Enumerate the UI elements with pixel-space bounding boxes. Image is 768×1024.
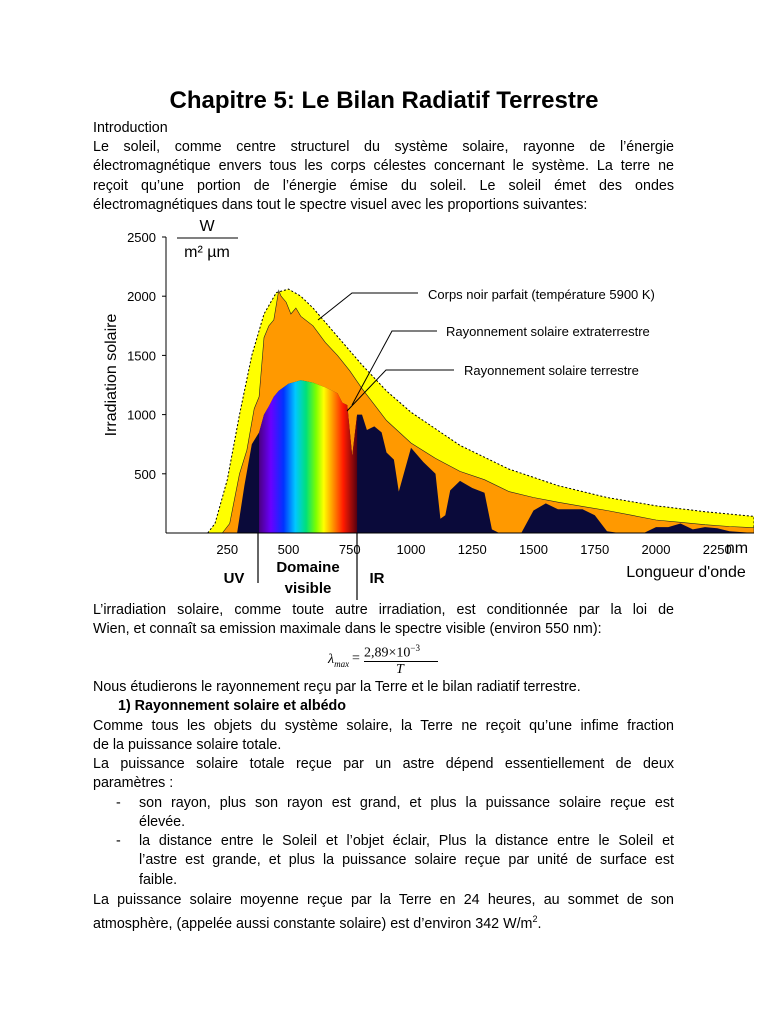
- wien-formula: [328, 640, 468, 680]
- formula-numerator: $2,89\times 10^{-3}$: [364, 643, 420, 661]
- bullet-line: l’astre est grande, et plus la puissance solaire reçue par unité de surface est: [139, 852, 674, 868]
- legend-label-terrestrial: Rayonnement solaire terrestre: [464, 363, 639, 378]
- intro-line: électromagnétiques dans tout le spectre visuel avec les proportions suivantes:: [93, 197, 588, 213]
- callout-line-blackbody: [318, 293, 418, 320]
- study-line: Nous étudierons le rayonnement reçu par la Terre et le bilan radiatif terrestre.: [93, 679, 581, 695]
- x-unit-label: nm: [725, 540, 749, 557]
- intro-line: Le soleil, comme centre structurel du système solaire, rayonne de l’énergie: [93, 139, 674, 155]
- bullet-dash: -: [116, 833, 121, 849]
- visible-spectrum-band: [259, 380, 357, 533]
- intro-heading: Introduction: [93, 120, 168, 136]
- solar-spectrum-chart: [0, 215, 768, 605]
- final-line-with-unit: atmosphère, (appelée aussi constante solaire) est d’environ 342 $W/m^2$.: [93, 914, 542, 932]
- section1-line: La puissance solaire totale reçue par un astre dépend essentiellement de deux: [93, 756, 674, 772]
- visible-label-line2: visible: [284, 580, 332, 597]
- wien-line: L’irradiation solaire, comme toute autre irradiation, est conditionnée par la loi de: [93, 602, 674, 618]
- bullet-line: son rayon, plus son rayon est grand, et plus la puissance solaire reçue est: [139, 795, 674, 811]
- section-heading: 1) Rayonnement solaire et albédo: [118, 698, 347, 714]
- x-axis-label: Longueur d'onde: [626, 564, 746, 581]
- section1-line: Comme tous les objets du système solaire, la Terre ne reçoit qu’une infime fraction: [93, 718, 674, 734]
- y-tick-label: 2000: [127, 289, 156, 305]
- x-tick-label: 1250: [457, 542, 487, 557]
- y-tick-label: 500: [134, 466, 156, 482]
- section1-line: paramètres :: [93, 775, 174, 791]
- ir-label: IR: [369, 570, 385, 587]
- bullet-line: la distance entre le Soleil et l’objet éclair, Plus la distance entre le Soleil et: [139, 833, 674, 849]
- x-tick-label: 1500: [519, 542, 548, 557]
- section1-line: de la puissance solaire totale.: [93, 737, 282, 753]
- uv-label: UV: [223, 570, 245, 587]
- page-title: Chapitre 5: Le Bilan Radiatif Terrestre: [169, 87, 599, 114]
- wien-line: Wien, et connaît sa emission maximale dans le spectre visible (environ 550 nm):: [93, 621, 602, 637]
- y-axis-label: Irradiation solaire: [103, 313, 120, 437]
- y-unit-numerator: W: [199, 218, 215, 235]
- formula-equals: =: [352, 651, 360, 666]
- legend-label-blackbody: Corps noir parfait (température 5900 K): [428, 287, 655, 302]
- x-tick-label: 500: [277, 542, 300, 557]
- bullet-line: élevée.: [139, 814, 186, 830]
- legend-label-extraterrestrial: Rayonnement solaire extraterrestre: [446, 324, 650, 339]
- y-unit-denominator: m² µm: [184, 244, 230, 261]
- x-tick-label: 2000: [641, 542, 671, 557]
- x-tick-label: 2250: [702, 542, 732, 557]
- y-tick-label: 1500: [127, 348, 156, 364]
- y-tick-label: 1000: [127, 407, 156, 423]
- intro-line: électromagnétique envers tous les corps célestes concernant le système. La terre ne: [93, 158, 674, 174]
- visible-label-line1: Domaine: [276, 559, 340, 576]
- formula-denominator: T: [396, 662, 404, 677]
- intro-line: reçoit qu’une portion de l’énergie émise du soleil. Le soleil émet des ondes: [93, 178, 674, 194]
- x-tick-label: 1000: [396, 542, 426, 557]
- final-line: La puissance solaire moyenne reçue par la Terre en 24 heures, au sommet de son: [93, 892, 674, 908]
- x-tick-label: 750: [338, 542, 361, 557]
- x-tick-label: 1750: [580, 542, 610, 557]
- bullet-dash: -: [116, 795, 121, 811]
- bullet-line: faible.: [139, 872, 178, 888]
- x-tick-label: 250: [216, 542, 239, 557]
- y-tick-label: 2500: [127, 230, 156, 245]
- formula-lambda: $\lambda_{max}$: [328, 652, 350, 669]
